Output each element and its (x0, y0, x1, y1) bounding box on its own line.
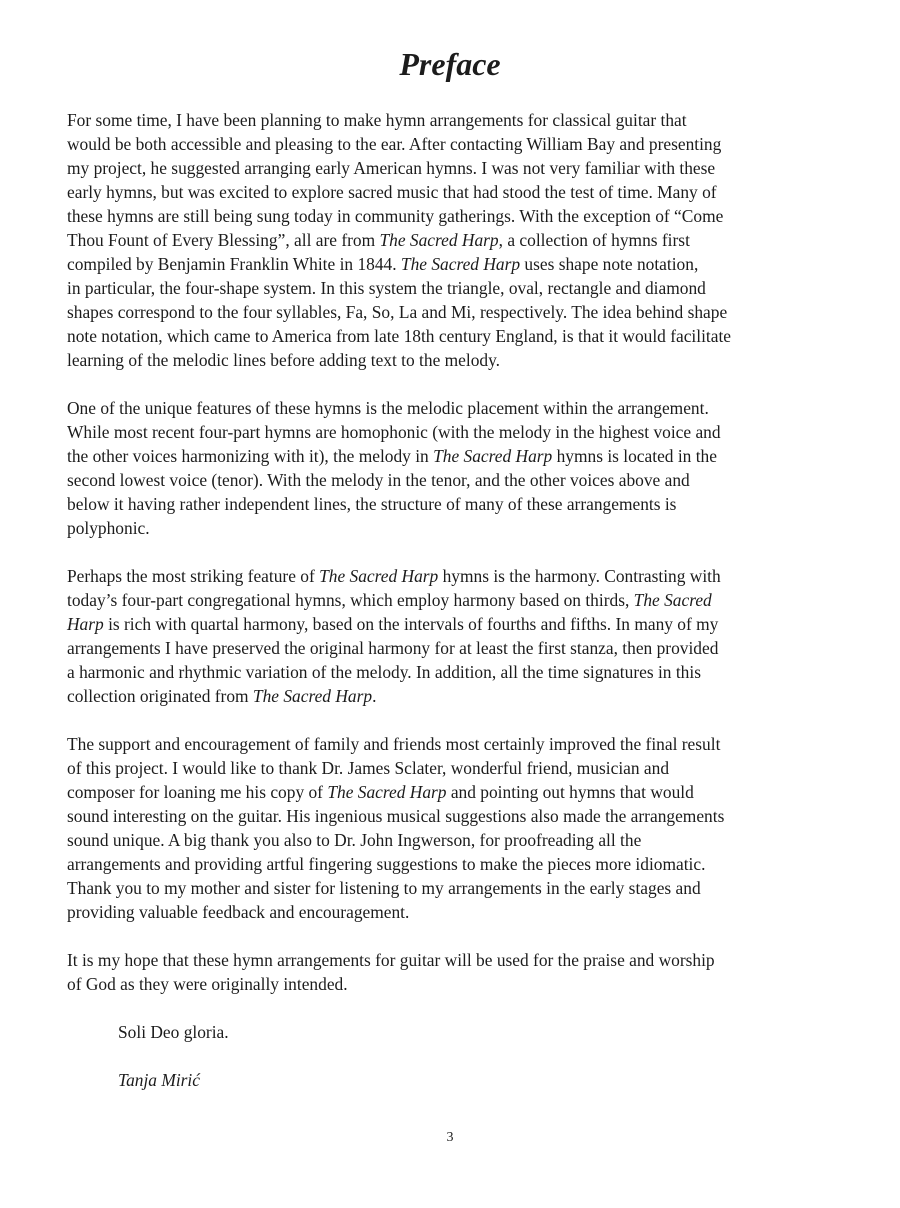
text-run: in particular, the four-shape system. In this system the triangle, oval, rectangle and diamond (67, 278, 706, 298)
text-run: hymns is the harmony. Contrasting with (438, 566, 721, 586)
text-line (67, 396, 837, 420)
text-run: learning of the melodic lines before adding text to the melody. (67, 350, 501, 370)
text-run: and pointing out hymns that would (446, 782, 694, 802)
text-run: the other voices harmonizing with it), the melody in (67, 446, 434, 466)
paragraph (67, 108, 837, 372)
italic-title-text: The Sacred Harp (400, 254, 521, 274)
page-title: Preface (399, 46, 501, 82)
text-line (67, 564, 837, 588)
text-line (67, 852, 837, 876)
text-run: For some time, I have been planning to make hymn arrangements for classical guitar that (67, 110, 687, 130)
text-line (67, 756, 837, 780)
italic-title-text: The Sacred Harp (319, 566, 439, 586)
text-line (67, 900, 837, 924)
text-run: arrangements and providing artful fingering suggestions to make the pieces more idiomatic. (67, 854, 706, 874)
text-run: a harmonic and rhythmic variation of the melody. In addition, all the time signatures in this (67, 662, 701, 682)
text-run: While most recent four-part hymns are homophonic (with the melody in the highest voice and (67, 422, 721, 442)
text-run: collection originated from (67, 686, 253, 706)
italic-title-text: The Sacred Harp (327, 782, 447, 802)
text-run: note notation, which came to America from late 18th century England, is that it would facilitate (67, 326, 732, 346)
text-run: Perhaps the most striking feature of (67, 566, 320, 586)
text-run: compiled by Benjamin Franklin White in 1844. (67, 254, 401, 274)
text-line (67, 276, 837, 300)
text-line (67, 324, 837, 348)
text-line (67, 348, 837, 372)
italic-title-text: Harp (67, 614, 104, 634)
text-run: my project, he suggested arranging early American hymns. I was not very familiar with these (67, 158, 716, 178)
text-line (67, 468, 837, 492)
italic-title-text: The Sacred Harp (379, 230, 499, 250)
text-run: of this project. I would like to thank Dr. James Sclater, wonderful friend, musician and (67, 758, 670, 778)
paragraph (67, 396, 837, 540)
text-run: One of the unique features of these hymns is the melodic placement within the arrangement. (67, 398, 709, 418)
text-run: uses shape note notation, (520, 254, 699, 274)
text-run: is rich with quartal harmony, based on the intervals of fourths and fifths. In many of my (103, 614, 719, 634)
text-line (67, 780, 837, 804)
text-run: shapes correspond to the four syllables, Fa, So, La and Mi, respectively. The idea behind shape (67, 302, 728, 322)
paragraph (67, 564, 837, 708)
text-line (67, 108, 837, 132)
text-run: composer for loaning me his copy of (67, 782, 328, 802)
text-line (67, 948, 837, 972)
text-line (67, 300, 837, 324)
text-line (67, 420, 837, 444)
italic-title-text: The Sacred Harp (252, 686, 373, 706)
italic-title-text: The Sacred (633, 590, 712, 610)
text-line (67, 612, 837, 636)
text-line (67, 180, 837, 204)
text-line (67, 204, 837, 228)
text-run: early hymns, but was excited to explore sacred music that had stood the test of time. Many of (67, 182, 717, 202)
text-run: second lowest voice (tenor). With the melody in the tenor, and the other voices above and (67, 470, 690, 490)
text-run: sound interesting on the guitar. His ingenious musical suggestions also made the arrangements (67, 806, 725, 826)
text-line (67, 252, 837, 276)
text-run: below it having rather independent lines, the structure of many of these arrangements is (67, 494, 677, 514)
text-line (67, 732, 837, 756)
text-line (67, 132, 837, 156)
paragraph (67, 732, 837, 924)
text-run: would be both accessible and pleasing to the ear. After contacting William Bay and presenting (67, 134, 722, 154)
text-line (67, 516, 837, 540)
text-run: of God as they were originally intended. (67, 974, 348, 994)
text-run: hymns is located in the (552, 446, 717, 466)
text-run: It is my hope that these hymn arrangements for guitar will be used for the praise and worship (67, 950, 715, 970)
text-run: polyphonic. (67, 518, 150, 538)
page-number: 3 (446, 1130, 454, 1145)
paragraph (67, 948, 837, 996)
text-line (67, 492, 837, 516)
paragraph-list (67, 108, 837, 996)
preface-body (67, 108, 837, 1116)
text-line (67, 156, 837, 180)
text-line (67, 828, 837, 852)
text-run: sound unique. A big thank you also to Dr. John Ingwerson, for proofreading all the (67, 830, 642, 850)
text-run: , a collection of hymns first (498, 230, 690, 250)
text-line (67, 588, 837, 612)
text-line (67, 228, 837, 252)
text-run: providing valuable feedback and encouragement. (67, 902, 410, 922)
text-run: The support and encouragement of family and friends most certainly improved the final result (67, 734, 721, 754)
text-run: Thou Fount of Every Blessing”, all are from (67, 230, 380, 250)
text-line (67, 636, 837, 660)
closing-line: Soli Deo gloria. (118, 1022, 229, 1042)
text-run: arrangements I have preserved the original harmony for at least the first stanza, then provided (67, 638, 719, 658)
text-run: these hymns are still being sung today in community gatherings. With the exception of “Come (67, 206, 724, 226)
text-line (67, 444, 837, 468)
text-line (67, 660, 837, 684)
text-line (67, 684, 837, 708)
text-run: . (372, 686, 377, 706)
text-line (67, 972, 837, 996)
text-run: today’s four-part congregational hymns, which employ harmony based on thirds, (67, 590, 634, 610)
text-line (67, 804, 837, 828)
text-line (67, 876, 837, 900)
text-run: Thank you to my mother and sister for listening to my arrangements in the early stages and (67, 878, 701, 898)
author-signature: Tanja Mirić (118, 1070, 200, 1090)
italic-title-text: The Sacred Harp (433, 446, 553, 466)
